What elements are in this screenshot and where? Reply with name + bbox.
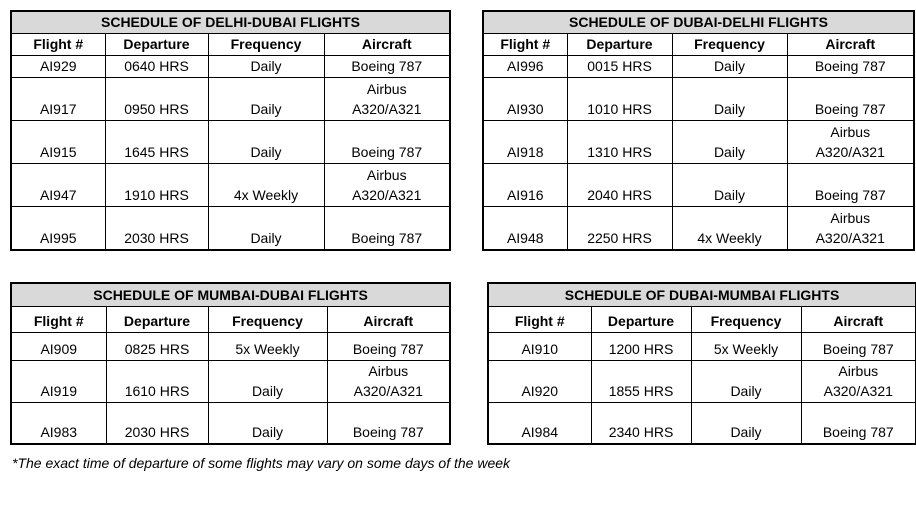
cell-departure: 2340 HRS [591,403,691,445]
column-header-flight-number: Flight # [11,307,106,333]
cell-flight-number: AI920 [488,361,591,403]
cell-aircraft: Boeing 787 [787,164,914,207]
cell-aircraft: Boeing 787 [801,333,916,361]
cell-flight-number: AI996 [483,56,567,78]
cell-aircraft: Boeing 787 [324,121,450,164]
column-header-row [488,307,916,333]
column-header-departure: Departure [105,34,208,56]
table-row [483,56,914,78]
table-row [488,403,916,445]
cell-flight-number: AI929 [11,56,105,78]
cell-departure: 0950 HRS [105,78,208,121]
table-title: SCHEDULE OF DUBAI-MUMBAI FLIGHTS [488,283,916,307]
cell-flight-number: AI916 [483,164,567,207]
cell-flight-number: AI983 [11,403,106,445]
column-header-departure: Departure [567,34,672,56]
cell-departure: 2030 HRS [106,403,208,445]
cell-aircraft: Airbus A320/A321 [787,121,914,164]
cell-aircraft: Airbus A320/A321 [787,207,914,251]
column-header-flight-number: Flight # [483,34,567,56]
table-title: SCHEDULE OF MUMBAI-DUBAI FLIGHTS [11,283,450,307]
cell-frequency: Daily [672,164,787,207]
table-row [11,403,450,445]
cell-frequency: Daily [208,78,324,121]
cell-flight-number: AI995 [11,207,105,251]
cell-flight-number: AI948 [483,207,567,251]
cell-aircraft: Airbus A320/A321 [324,78,450,121]
cell-frequency: Daily [208,403,327,445]
column-header-departure: Departure [591,307,691,333]
table-row [11,78,450,121]
cell-flight-number: AI984 [488,403,591,445]
cell-departure: 2030 HRS [105,207,208,251]
table-row [11,121,450,164]
cell-aircraft: Boeing 787 [324,207,450,251]
delhi-dubai-schedule-table [10,10,451,251]
cell-aircraft: Boeing 787 [801,403,916,445]
cell-frequency: Daily [672,121,787,164]
cell-frequency: 4x Weekly [672,207,787,251]
cell-frequency: 5x Weekly [691,333,801,361]
table-row [488,333,916,361]
cell-departure: 1010 HRS [567,78,672,121]
table-row [488,361,916,403]
table-row [11,56,450,78]
cell-flight-number: AI947 [11,164,105,207]
column-header-frequency: Frequency [208,34,324,56]
cell-frequency: Daily [208,207,324,251]
column-header-frequency: Frequency [691,307,801,333]
cell-departure: 2040 HRS [567,164,672,207]
cell-flight-number: AI930 [483,78,567,121]
cell-aircraft: Airbus A320/A321 [801,361,916,403]
column-header-aircraft: Aircraft [324,34,450,56]
column-header-frequency: Frequency [208,307,327,333]
column-header-flight-number: Flight # [11,34,105,56]
cell-flight-number: AI909 [11,333,106,361]
cell-frequency: Daily [672,78,787,121]
column-header-flight-number: Flight # [488,307,591,333]
cell-aircraft: Boeing 787 [324,56,450,78]
table-row [483,78,914,121]
departure-time-footnote: *The exact time of departure of some flights may vary on some days of the week [12,455,511,471]
table-row [483,121,914,164]
cell-flight-number: AI918 [483,121,567,164]
cell-aircraft: Airbus A320/A321 [327,361,450,403]
table-row [11,333,450,361]
cell-frequency: Daily [672,56,787,78]
cell-departure: 1855 HRS [591,361,691,403]
cell-departure: 0640 HRS [105,56,208,78]
column-header-frequency: Frequency [672,34,787,56]
dubai-delhi-schedule-table [482,10,915,251]
cell-departure: 1910 HRS [105,164,208,207]
cell-frequency: 4x Weekly [208,164,324,207]
cell-frequency: Daily [208,121,324,164]
dubai-mumbai-schedule-table [487,282,916,445]
cell-frequency: Daily [208,361,327,403]
cell-flight-number: AI910 [488,333,591,361]
column-header-row [483,34,914,56]
table-row [11,164,450,207]
column-header-row [11,34,450,56]
cell-aircraft: Boeing 787 [787,78,914,121]
cell-departure: 2250 HRS [567,207,672,251]
table-row [11,361,450,403]
column-header-aircraft: Aircraft [787,34,914,56]
cell-aircraft: Boeing 787 [327,403,450,445]
cell-frequency: Daily [208,56,324,78]
table-title: SCHEDULE OF DELHI-DUBAI FLIGHTS [11,11,450,34]
cell-departure: 0825 HRS [106,333,208,361]
cell-flight-number: AI917 [11,78,105,121]
column-header-aircraft: Aircraft [801,307,916,333]
cell-aircraft: Airbus A320/A321 [324,164,450,207]
column-header-row [11,307,450,333]
column-header-departure: Departure [106,307,208,333]
cell-frequency: 5x Weekly [208,333,327,361]
cell-departure: 1645 HRS [105,121,208,164]
cell-frequency: Daily [691,361,801,403]
cell-departure: 1610 HRS [106,361,208,403]
column-header-aircraft: Aircraft [327,307,450,333]
table-row [483,207,914,251]
cell-flight-number: AI915 [11,121,105,164]
table-title: SCHEDULE OF DUBAI-DELHI FLIGHTS [483,11,914,34]
table-row [483,164,914,207]
cell-aircraft: Boeing 787 [327,333,450,361]
cell-departure: 0015 HRS [567,56,672,78]
cell-departure: 1310 HRS [567,121,672,164]
cell-flight-number: AI919 [11,361,106,403]
cell-aircraft: Boeing 787 [787,56,914,78]
mumbai-dubai-schedule-table [10,282,451,445]
table-row [11,207,450,251]
cell-frequency: Daily [691,403,801,445]
cell-departure: 1200 HRS [591,333,691,361]
